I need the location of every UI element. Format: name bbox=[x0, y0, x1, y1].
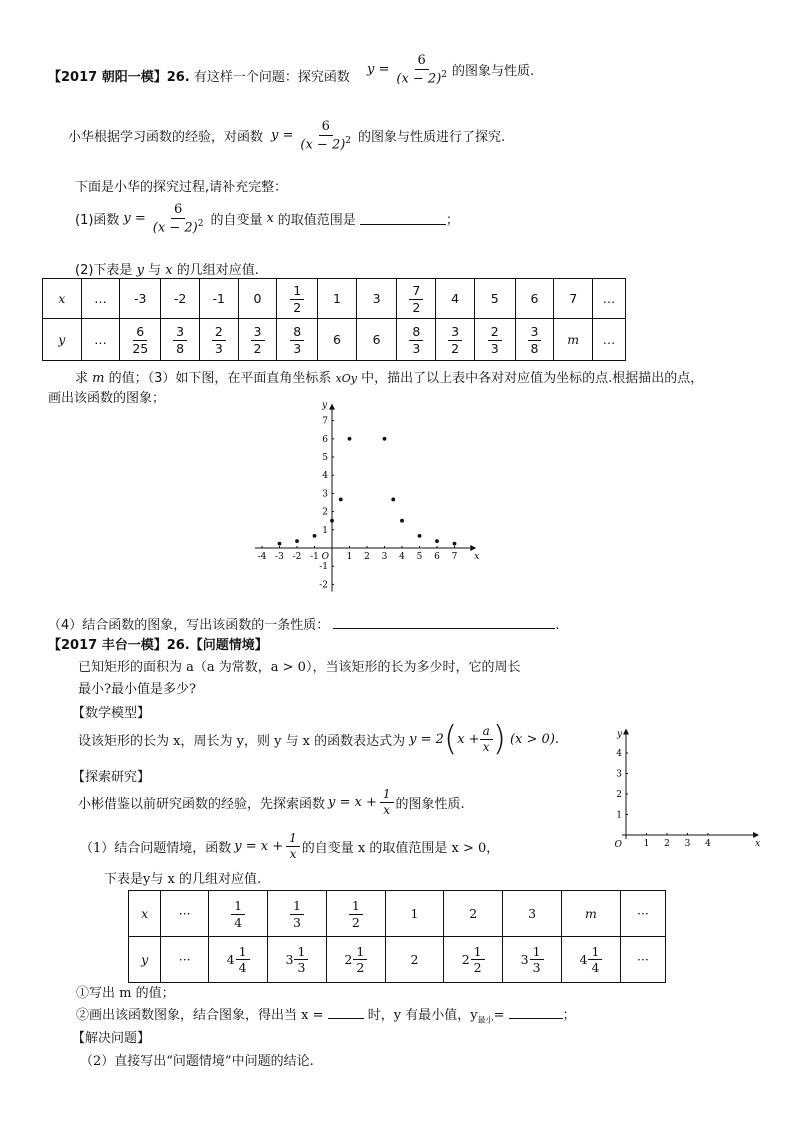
y-axis-arrow bbox=[623, 729, 629, 735]
section-math-model: 【数学模型】 bbox=[72, 706, 151, 721]
x-tick-label: 2 bbox=[664, 839, 670, 849]
p2-table-intro: 下表是y与 x 的几组对应值. bbox=[104, 872, 262, 887]
table-cell: 1 bbox=[385, 891, 443, 937]
table-cell: 6 bbox=[318, 319, 357, 361]
table-cell: $\frac{3}{2}$ bbox=[436, 319, 475, 361]
table-cell: 2 bbox=[444, 891, 503, 937]
y-tick-label: 1 bbox=[616, 810, 622, 821]
table-cell: $\frac{1}{2}$ bbox=[277, 279, 318, 319]
model-line: 设该矩形的长为 x，周长为 y，则 y 与 x 的函数表达式为 y = 2 ( x + $\frac{a}{x}$ ) (x > 0). bbox=[78, 719, 560, 759]
table-cell: -3 bbox=[120, 279, 161, 319]
situation-line1: 已知矩形的面积为 a（a 为常数，a > 0），当该矩形的长为多少时，它的周长 bbox=[78, 660, 521, 675]
y-tick-label: -2 bbox=[319, 580, 328, 591]
ellipsis-cell: … bbox=[81, 279, 120, 319]
table-cell: m bbox=[554, 319, 593, 361]
table-cell: 3 $\frac{1}{3}$ bbox=[503, 937, 562, 983]
table-cell: $\frac{8}{3}$ bbox=[397, 319, 436, 361]
x-tick-label: -3 bbox=[275, 552, 284, 562]
y-tick-label: 3 bbox=[616, 769, 622, 780]
x-axis-arrow bbox=[753, 832, 759, 838]
x-tick-label: -4 bbox=[257, 552, 267, 562]
table-cell: 4 $\frac{1}{4}$ bbox=[209, 937, 268, 983]
table-cell: 2 $\frac{1}{2}$ bbox=[444, 937, 503, 983]
data-point bbox=[278, 542, 282, 546]
section-explore: 【探索研究】 bbox=[72, 770, 151, 785]
ellipsis-cell: … bbox=[81, 319, 120, 361]
y-tick-label: 4 bbox=[616, 749, 622, 759]
p2-sub-question-1: （1）结合问题情境，函数 y = x + $\frac{1}{x}$ 的自变量 x 的取值范围是 x > 0， bbox=[80, 831, 500, 861]
intro-text: 有这样一个问题：探究函数 bbox=[193, 70, 350, 85]
ellipsis-cell: … bbox=[593, 279, 626, 319]
x-tick-label: 1 bbox=[346, 552, 353, 562]
x-tick-label: 5 bbox=[416, 552, 423, 562]
table-cell: $\frac{3}{8}$ bbox=[515, 319, 554, 361]
x-tick-label: -2 bbox=[292, 552, 302, 562]
sub-question-3: 求 m 的值；（3）如下图，在平面直角坐标系 xOy 中，描出了以上表中各对对应值为坐标的点.根据描出的点， bbox=[75, 371, 704, 386]
y-axis-label: y bbox=[617, 729, 623, 740]
data-point bbox=[435, 539, 439, 543]
answer-blank-1[interactable] bbox=[360, 212, 446, 225]
x-tick-label: 1 bbox=[643, 839, 650, 849]
origin-label: O bbox=[614, 840, 622, 850]
y-axis-arrow bbox=[329, 404, 335, 410]
table-cell: $\frac{2}{3}$ bbox=[474, 319, 515, 361]
table-cell: -2 bbox=[161, 279, 200, 319]
header-cell: x bbox=[43, 279, 82, 319]
data-point bbox=[400, 519, 404, 523]
header-cell: y bbox=[43, 319, 82, 361]
y-axis-label: y bbox=[322, 400, 328, 411]
y-tick-label: 2 bbox=[616, 790, 622, 800]
table-cell: 3 bbox=[503, 891, 562, 937]
answer-blank-4[interactable] bbox=[333, 616, 555, 629]
data-point bbox=[418, 534, 422, 538]
sub-question-2: (2)下表是 y 与 x 的几组对应值. bbox=[75, 263, 259, 278]
problem1-header bbox=[48, 66, 350, 85]
step-1: ①写出 m 的值； bbox=[76, 986, 175, 1001]
y-tick-label: 6 bbox=[322, 434, 328, 445]
step-2: ②画出该函数图象，结合图象，得出当 x = 时，y 有最小值，$y_{最小}=$ ； bbox=[76, 1008, 576, 1025]
x-tick-label: 4 bbox=[399, 552, 405, 562]
data-point bbox=[348, 437, 352, 441]
ellipsis-cell: ··· bbox=[620, 937, 665, 983]
table-cell: 3 bbox=[356, 279, 397, 319]
question-number: 26. bbox=[166, 70, 190, 85]
x-tick-label: 6 bbox=[434, 552, 440, 562]
header-cell: x bbox=[129, 891, 161, 937]
section-solve: 【解决问题】 bbox=[72, 1031, 151, 1046]
y-tick-label: 1 bbox=[322, 525, 328, 536]
ellipsis-cell: ··· bbox=[620, 891, 665, 937]
table-cell: $\frac{3}{2}$ bbox=[238, 319, 277, 361]
section-problem-situation: 【问题情境】 bbox=[189, 638, 268, 653]
sub-question-3-line2: 画出该函数的图象； bbox=[48, 391, 166, 406]
coordinate-chart-1 bbox=[255, 393, 495, 598]
table-cell: 4 bbox=[436, 279, 475, 319]
x-axis-label: x bbox=[755, 839, 761, 849]
table-cell: m bbox=[562, 891, 621, 937]
situation-line2: 最小?最小值是多少? bbox=[78, 682, 196, 697]
x-tick-label: 7 bbox=[451, 552, 458, 562]
ellipsis-cell: … bbox=[593, 319, 626, 361]
y-tick-label: 3 bbox=[322, 489, 328, 500]
ellipsis-cell: ··· bbox=[161, 937, 209, 983]
table-cell: -1 bbox=[199, 279, 238, 319]
table-row-x bbox=[129, 891, 666, 937]
table-cell: $\frac{1}{3}$ bbox=[268, 891, 327, 937]
table-cell: 6 bbox=[515, 279, 554, 319]
x-axis-label: x bbox=[474, 552, 480, 562]
table-row-y bbox=[129, 937, 666, 983]
problem2-header: 【2017 丰台一模】26.【问题情境】 bbox=[48, 638, 268, 653]
table-cell: $\frac{3}{8}$ bbox=[161, 319, 200, 361]
source-tag: 【2017 朝阳一模】 bbox=[48, 70, 167, 85]
line2: 小华根据学习函数的经验，对函数 y = $\frac{6}{(x - 2)^2}$ 的图象与性质进行了探究. bbox=[68, 119, 506, 152]
sub-question-4: （4）结合函数的图象，写出该函数的一条性质： . bbox=[48, 618, 560, 633]
p2-sub-question-2: （2）直接写出“问题情境”中问题的结论. bbox=[80, 1054, 314, 1069]
x-tick-label: 2 bbox=[364, 552, 370, 562]
y-tick-label: -1 bbox=[319, 562, 328, 573]
data-point bbox=[330, 519, 334, 523]
table-cell: 7 bbox=[554, 279, 593, 319]
table-cell: $\frac{8}{3}$ bbox=[277, 319, 318, 361]
answer-blank-ymin[interactable] bbox=[509, 1006, 563, 1019]
answer-blank-x[interactable] bbox=[328, 1006, 364, 1019]
coordinate-chart-2 bbox=[606, 716, 761, 854]
x-tick-label: 3 bbox=[381, 552, 388, 562]
source-tag-2: 【2017 丰台一模】 bbox=[48, 638, 167, 653]
data-point bbox=[339, 498, 343, 502]
table-cell: 1 bbox=[318, 279, 357, 319]
table-cell: $\frac{7}{2}$ bbox=[397, 279, 436, 319]
table-cell: 6 bbox=[356, 319, 397, 361]
value-table-2 bbox=[128, 890, 666, 983]
header-cell: y bbox=[129, 937, 161, 983]
table-cell: $\frac{2}{3}$ bbox=[199, 319, 238, 361]
value-table-1 bbox=[42, 278, 626, 361]
ellipsis-cell: ··· bbox=[161, 891, 209, 937]
table-cell: 0 bbox=[238, 279, 277, 319]
table-cell: 3 $\frac{1}{3}$ bbox=[268, 937, 327, 983]
table-cell: $\frac{1}{2}$ bbox=[326, 891, 385, 937]
function-formula: y = $\frac{6}{(x - 2)^2}$ 的图象与性质. bbox=[367, 53, 535, 86]
line3: 下面是小华的探究过程,请补充完整： bbox=[75, 180, 288, 195]
data-point bbox=[295, 539, 299, 543]
table-cell: $\frac{1}{4}$ bbox=[209, 891, 268, 937]
table-cell: 4 $\frac{1}{4}$ bbox=[562, 937, 621, 983]
explore-line: 小彬借鉴以前研究函数的经验，先探索函数 y = x + $\frac{1}{x}$ 的图象性质. bbox=[78, 787, 465, 817]
y-tick-label: 4 bbox=[322, 471, 328, 482]
table-cell: 2 bbox=[385, 937, 443, 983]
y-tick-label: 7 bbox=[322, 416, 328, 427]
y-tick-label: 2 bbox=[322, 507, 328, 518]
x-tick-label: 4 bbox=[705, 839, 711, 849]
x-axis-arrow bbox=[470, 545, 476, 551]
table-cell: 5 bbox=[474, 279, 515, 319]
data-point bbox=[383, 437, 387, 441]
table-cell: $\frac{6}{25}$ bbox=[120, 319, 161, 361]
table-row-x bbox=[43, 279, 626, 319]
table-cell: 2 $\frac{1}{2}$ bbox=[326, 937, 385, 983]
x-tick-label: 3 bbox=[684, 839, 691, 849]
data-point bbox=[391, 498, 395, 502]
sub-question-1: (1)函数 y = $\frac{6}{(x - 2)^2}$ 的自变量 x 的取值范围是 ； bbox=[75, 202, 459, 235]
table-row-y bbox=[43, 319, 626, 361]
data-point bbox=[313, 534, 317, 538]
origin-label: O bbox=[321, 552, 329, 562]
y-tick-label: 5 bbox=[322, 453, 328, 463]
x-tick-label: -1 bbox=[310, 552, 319, 562]
data-point bbox=[453, 542, 457, 546]
